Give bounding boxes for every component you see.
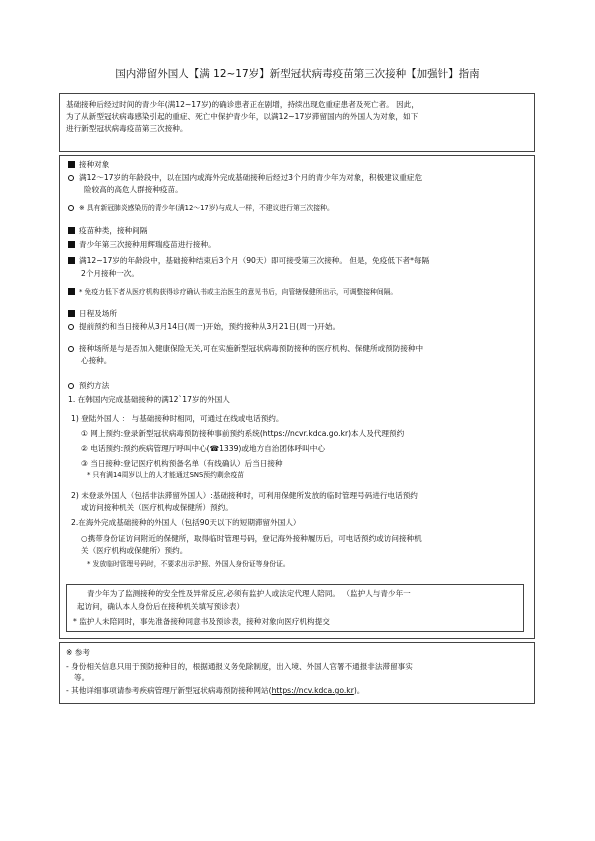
- guardian-notice-box: [66, 584, 524, 632]
- booking-option-sameday: ③ 当日接种:登记医疗机构预备名单（有线确认）后当日接种: [81, 459, 283, 468]
- booking-unregistered: 2) 未登录外国人（包括非法滞留外国人）:基础接种时，可利用保健所发放的临时管理号码进行电话预约: [71, 491, 418, 500]
- schedule-item-2: 接种场所是与是否加入健康保险无关,可在实施新型冠状病毒预防接种的医疗机构、保健所或预防接种中: [68, 343, 423, 354]
- vaccine-item-2-cont: 2个月接种一次。: [81, 269, 139, 278]
- intro-line-3: 进行新型冠状病毒疫苗第三次接种。: [66, 124, 188, 133]
- vaccine-item-1: 青少年第三次接种用辉瑞疫苗进行接种。: [68, 239, 216, 250]
- vaccine-item-2: 满12~17岁的年龄段中，基础接种结束后3个月（90天）即可接受第三次接种。 但是，免疫低下者*每隔: [68, 255, 429, 266]
- vaccine-heading: 疫苗种类，接种间隔: [68, 225, 147, 236]
- booking-option-sameday-note: * 只有满14周岁以上的人才能通过SNS预约剩余疫苗: [87, 471, 245, 479]
- intro-line-2: 为了从新型冠状病毒感染引起的重症、死亡中保护青少年，以满12~17岁滞留国内的外国人为对象，如下: [66, 112, 419, 121]
- notes-box: [59, 642, 535, 704]
- booking-option-online: ① 网上预约:登录新型冠状病毒预防接种事前预约系统(https://ncvr.kdca.go.kr)本人及代理预约: [81, 429, 405, 438]
- notes-item-1: - 身份相关信息只用于预防接种目的，根据通报义务免除制度，出入境、外国人官署不通报非法滞留事实: [66, 662, 413, 671]
- circle-bullet-icon: [68, 175, 74, 181]
- target-heading: 接种对象: [68, 159, 109, 170]
- circle-bullet-icon: [68, 205, 74, 211]
- booking-option-phone: ② 电话预约:预约疾病管理厅呼叫中心(☎1339)或地方自治团体呼叫中心: [81, 444, 325, 453]
- schedule-item-2-cont: 心接种。: [81, 356, 112, 365]
- booking-unregistered-cont: 或访问接种机关（医疗机构或保健所）预约。: [81, 503, 233, 512]
- circle-bullet-icon: [68, 324, 74, 330]
- square-bullet-icon: [68, 288, 75, 295]
- square-bullet-icon: [68, 161, 75, 168]
- booking-overseas: ○携带身份证访问附近的保健所，取得临时管理号码，登记海外接种履历后，可电话预约或访问接种机: [81, 534, 422, 543]
- booking-section-2: 2.在海外完成基础接种的外国人（包括90天以下的短期滞留外国人）: [71, 518, 301, 527]
- schedule-item-1: 提前预约和当日接种从3月14日(周一)开始，预约接种从3月21日(周一)开始。: [68, 321, 340, 332]
- booking-registered: 1) 登陆外国人 ： 与基础接种时相同，可通过在线或电话预约。: [71, 414, 284, 423]
- circle-bullet-icon: [68, 346, 74, 352]
- guardian-line-1: 青少年为了监测接种的安全性及异常反应,必须有监护人或法定代理人陪同。 （监护人与青少年一: [87, 589, 411, 598]
- booking-overseas-cont: 关（医疗机构或保健所）预约。: [81, 546, 188, 555]
- ncv-website-link[interactable]: https://ncv.kdca.go.kr: [271, 686, 354, 695]
- guardian-line-2: 起访问，确认本人身份后在接种机关填写预诊表）: [77, 602, 245, 611]
- notes-heading: ※ 参考: [66, 648, 90, 657]
- circle-bullet-icon: [68, 383, 74, 389]
- notes-item-2: - 其他详细事项请参考疾病管理厅新型冠状病毒预防接种网站(https://ncv.kdca.go.kr)。: [66, 686, 365, 695]
- square-bullet-icon: [68, 227, 75, 234]
- square-bullet-icon: [68, 257, 75, 264]
- square-bullet-icon: [68, 241, 75, 248]
- target-item-1-cont: 险较高的高危人群接种疫苗。: [84, 185, 183, 194]
- main-content-box: [59, 155, 535, 639]
- booking-overseas-note: * 发放临时管理号码时，不要求出示护照、外国人身份证等身份证。: [87, 560, 290, 568]
- notes-item-1-cont: 等。: [74, 673, 90, 682]
- booking-section-1: 1. 在韩国内完成基础接种的满12`17岁的外国人: [68, 395, 230, 404]
- vaccine-item-3: * 免疫力低下者从医疗机构获得诊疗确认书或主治医生的意见书后，向管辖保健所出示，可调整接种间隔。: [68, 287, 397, 298]
- intro-line-1: 基础接种后经过时间的青少年(满12~17岁)的确诊患者正在剧增，持续出现危重症患者及死亡者。 因此，: [66, 100, 419, 109]
- guardian-line-3: * 监护人未陪同时，事先准备接种同意书及预诊表，接种对象向医疗机构提交: [73, 617, 330, 626]
- square-bullet-icon: [68, 310, 75, 317]
- booking-heading: 预约方法: [68, 380, 109, 391]
- schedule-heading: 日程及场所: [68, 308, 117, 319]
- target-item-1: 满12～17岁的年龄段中，以在国内或海外完成基础接种后经过3个月的青少年为对象，积极建议重症危: [68, 172, 422, 183]
- page-title: 国内滞留外国人【满 12~17岁】新型冠状病毒疫苗第三次接种【加强针】指南: [115, 68, 480, 80]
- target-item-2: ※ 具有新冠肺炎感染历的青少年(满12～17岁)与成人一样，不建议进行第三次接种。: [68, 203, 334, 214]
- intro-box: [59, 93, 535, 152]
